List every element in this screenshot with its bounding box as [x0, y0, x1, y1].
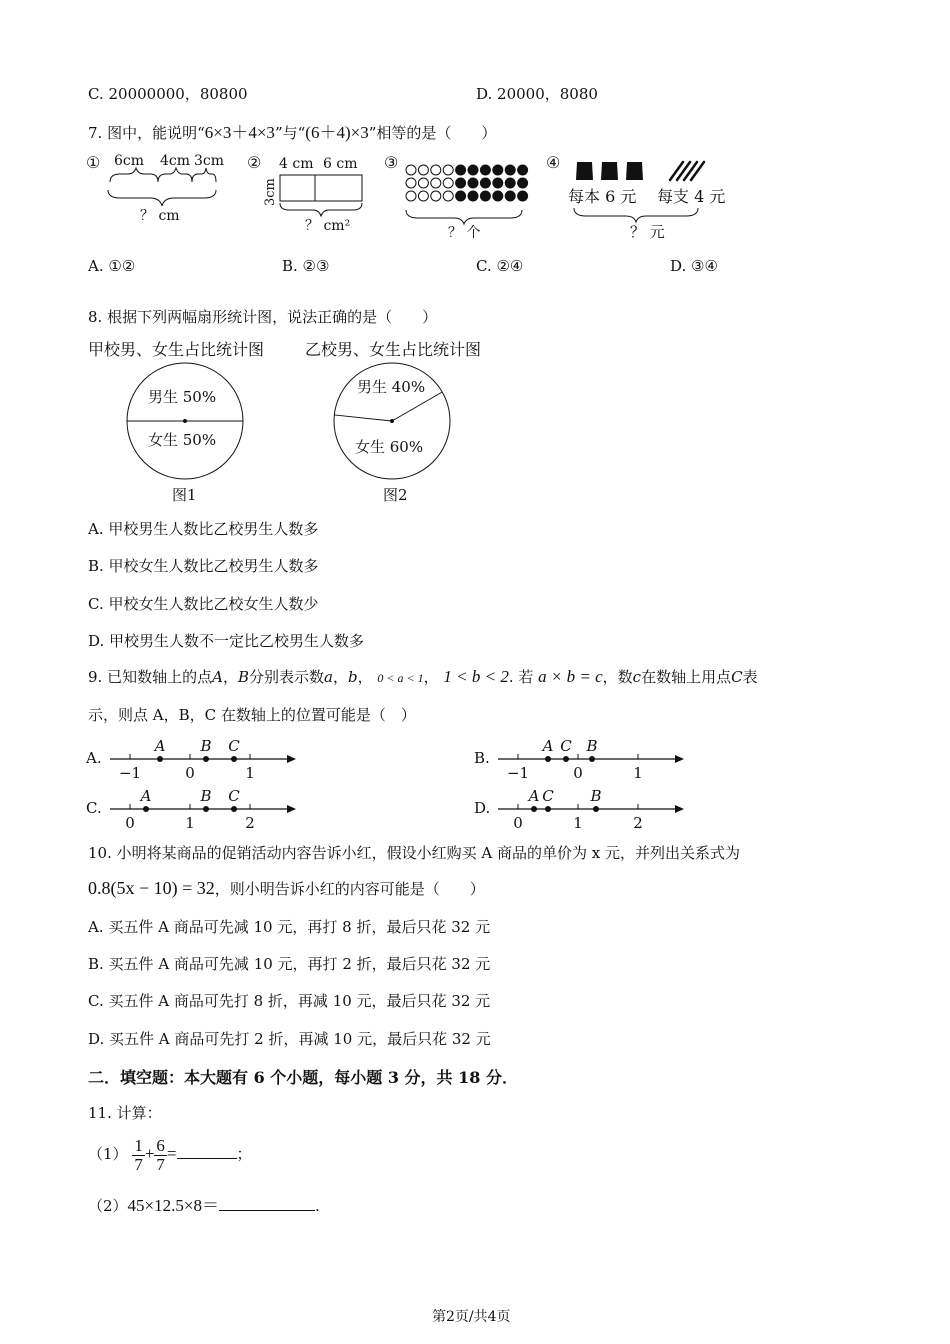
q7-option-b: B. ②③ — [282, 257, 330, 275]
solid-circle — [468, 165, 478, 175]
q7-fig3-dots-grid — [406, 165, 528, 201]
number-line-point-label: B — [586, 737, 598, 755]
hollow-circle — [406, 165, 416, 175]
q7-option-d: D. ③④ — [670, 257, 718, 275]
q9-equation: a × b = c — [538, 667, 603, 686]
q11-p1-label: （1） — [88, 1145, 128, 1163]
number-line-tick-label: 1 — [185, 814, 195, 832]
number-line-point-label: A — [154, 737, 166, 755]
number-line-point-label: B — [200, 787, 212, 805]
number-line-point — [143, 806, 149, 812]
q7-fig1-brace2 — [158, 168, 192, 182]
pencil-icon — [670, 162, 683, 180]
pie2-label-female: 女生 60% — [355, 438, 424, 456]
q9-option-b-numberline — [472, 734, 692, 782]
solid-circle — [518, 178, 528, 188]
q10-option-d: D. 买五件 A 商品可先打 2 折，再减 10 元，最后只花 32 元 — [88, 1030, 491, 1048]
pie1-label-female: 女生 50% — [148, 431, 217, 449]
number-line-tick-label: −1 — [118, 764, 142, 782]
number-line-point-label: B — [200, 737, 212, 755]
q9-text2: 分别表示数 — [248, 668, 324, 686]
number-line-point — [593, 806, 599, 812]
q11-p2-end: . — [314, 1197, 320, 1215]
number-line-point — [563, 756, 569, 762]
number-line-tick-label: 1 — [245, 764, 255, 782]
fraction-numerator: 6 — [156, 1135, 165, 1155]
q6-option-d: D. 20000，8080 — [476, 85, 598, 103]
pie2-center — [390, 419, 394, 423]
q11-part1 — [88, 1134, 252, 1174]
book-icon — [626, 162, 643, 180]
q9-option-c-numberline — [84, 784, 304, 832]
q9-inequality1: 0 < a < 1 — [377, 671, 424, 685]
q9-inequality2: 1 < b < 2 — [443, 667, 509, 686]
q7-fig3-marker: ③ — [384, 153, 399, 172]
q7-fig3-bottom-label: ？ 个 — [448, 225, 481, 241]
number-line-point — [231, 756, 237, 762]
q7-fig1-bottom-brace — [108, 190, 216, 206]
q7-figure-2 — [245, 148, 375, 238]
q7-option-c: C. ②④ — [476, 257, 524, 275]
number-line-point-label: C — [560, 737, 572, 755]
q9-opt-b-label: B. — [474, 749, 490, 767]
q6-option-c: C. 20000000，80800 — [88, 85, 248, 103]
number-line-point-label: A — [528, 787, 540, 805]
solid-circle — [493, 191, 503, 201]
q7-expr1: 6×3＋4×3 — [204, 123, 275, 142]
hollow-circle — [443, 191, 453, 201]
q11-stem: 11. 计算： — [88, 1104, 162, 1122]
pie2-dividers — [334, 392, 442, 421]
pencil-icon — [684, 162, 697, 180]
q9-var-c: c — [632, 668, 642, 686]
number-line-point — [157, 756, 163, 762]
number-line-point — [203, 756, 209, 762]
pencil-icon — [691, 162, 704, 180]
q8-option-b: B. 甲校女生人数比乙校男生人数多 — [88, 557, 319, 575]
q9-text3: . 若 — [508, 668, 534, 686]
answer-blank-2[interactable] — [219, 1196, 315, 1211]
q7-stem-post: ”相等的是（ ） — [368, 124, 497, 142]
q11-p1-end: ； — [236, 1145, 252, 1163]
arrow-right-icon — [675, 755, 684, 763]
q7-fig4-bottom-label: ？ 元 — [630, 223, 665, 241]
q11-part2 — [88, 1191, 320, 1216]
hollow-circle — [431, 191, 441, 201]
q7-expr2: (6＋4)×3 — [305, 123, 369, 142]
q9-opt-c-label: C. — [86, 799, 102, 817]
solid-circle — [480, 165, 490, 175]
q9-stem-line2: 示，则点 A，B，C 在数轴上的位置可能是（ ） — [88, 706, 416, 724]
book-icon — [576, 162, 593, 180]
q7-fig2-label1: 4 cm — [279, 156, 314, 172]
section2-heading: 二．填空题：本大题有 6 个小题，每小题 3 分，共 18 分． — [88, 1068, 518, 1087]
q7-fig4-bottom-brace — [574, 208, 698, 222]
answer-blank-1[interactable] — [177, 1144, 237, 1159]
solid-circle — [493, 165, 503, 175]
hollow-circle — [418, 165, 428, 175]
q7-fig2-bottom-brace — [280, 203, 362, 216]
solid-circle — [518, 191, 528, 201]
hollow-circle — [418, 191, 428, 201]
q9-text6: 表 — [742, 668, 758, 686]
q7-option-a: A. ①② — [88, 257, 136, 275]
q7-fig4-label1: 每本 6 元 — [568, 187, 637, 206]
number-line-point — [531, 806, 537, 812]
q10-option-a: A. 买五件 A 商品可先减 10 元，再打 8 折，最后只花 32 元 — [88, 918, 491, 936]
q7-fig2-side-label: 3cm — [263, 178, 278, 206]
number-line-point-label: C — [228, 737, 240, 755]
hollow-circle — [431, 178, 441, 188]
q7-figure-4 — [544, 148, 744, 243]
number-line-point — [203, 806, 209, 812]
q7-fig3-bottom-brace — [406, 210, 522, 224]
q9-text4: ，数 — [602, 668, 633, 686]
q9-opt-a-label: A. — [86, 749, 102, 767]
number-line-tick-label: 2 — [245, 814, 255, 832]
pie-slice-boundary — [392, 392, 442, 421]
number-line-tick-label: 0 — [125, 814, 135, 832]
q7-fig4-label2: 每支 4 元 — [657, 187, 726, 206]
hollow-circle — [406, 178, 416, 188]
number-line-point — [545, 756, 551, 762]
solid-circle — [480, 191, 490, 201]
q7-fig2-marker: ② — [247, 153, 262, 172]
fraction-numerator: 1 — [134, 1135, 143, 1155]
q9-option-d-numberline — [472, 784, 692, 832]
number-line-tick-label: 1 — [573, 814, 583, 832]
q9-var-b: b — [347, 668, 358, 686]
pie-chart-2 — [327, 360, 467, 510]
pencil-icons — [670, 162, 704, 180]
fraction-6-7 — [154, 1137, 167, 1174]
q7-fig2-bottom-label: ？ cm² — [305, 218, 351, 234]
q9-comma4: ， — [423, 668, 439, 686]
number-line-point — [231, 806, 237, 812]
plus-sign: + — [144, 1144, 155, 1163]
q7-fig1-label2: 4cm — [160, 153, 191, 169]
q9-point-b: B — [237, 668, 249, 686]
q7-figure-1 — [84, 148, 234, 228]
number-line-point-label: B — [590, 787, 602, 805]
fraction-1-7 — [132, 1137, 145, 1174]
arrow-right-icon — [675, 805, 684, 813]
q10-stem2: ，则小明告诉小红的内容可能是（ ） — [214, 880, 485, 898]
q7-figure-3 — [382, 148, 532, 243]
pie-chart-1 — [120, 360, 260, 510]
solid-circle — [468, 191, 478, 201]
number-line-point-label: A — [542, 737, 554, 755]
pencil-icon — [677, 162, 690, 180]
arrow-right-icon — [287, 755, 296, 763]
q9-comma3: ， — [357, 668, 373, 686]
q9-comma1: ， — [222, 668, 238, 686]
q10-stem-line2 — [88, 878, 485, 899]
q9-point-a: A — [212, 668, 223, 686]
solid-circle — [505, 165, 515, 175]
number-line-point — [589, 756, 595, 762]
q7-fig1-brace1 — [110, 168, 158, 182]
hollow-circle — [443, 165, 453, 175]
pie2-label-male: 男生 40% — [357, 378, 426, 396]
q9-var-a: a — [324, 668, 333, 686]
number-line-tick-label: −1 — [506, 764, 530, 782]
q8-option-d: D. 甲校男生人数不一定比乙校男生人数多 — [88, 632, 365, 650]
q10-equation: 0.8(5x − 10) = 32 — [88, 878, 215, 898]
solid-circle — [493, 178, 503, 188]
q8-chart2-title: 乙校男、女生占比统计图 — [305, 340, 482, 359]
page-footer: 第2页/共4页 — [432, 1309, 511, 1325]
fraction-denominator: 7 — [134, 1154, 143, 1174]
fraction-denominator: 7 — [156, 1154, 165, 1174]
hollow-circle — [406, 191, 416, 201]
q10-option-c: C. 买五件 A 商品可先打 8 折，再减 10 元，最后只花 32 元 — [88, 992, 491, 1010]
number-line-point-label: A — [140, 787, 152, 805]
number-line-tick-label: 0 — [573, 764, 583, 782]
q9-point-c: C — [731, 668, 743, 686]
q10-option-b: B. 买五件 A 商品可先减 10 元，再打 2 折，最后只花 32 元 — [88, 955, 491, 973]
q7-fig1-brace3 — [192, 168, 216, 182]
number-line-point — [545, 806, 551, 812]
q9-text5: 在数轴上用点 — [641, 668, 732, 686]
arrow-right-icon — [287, 805, 296, 813]
pie1-label-male: 男生 50% — [148, 388, 217, 406]
q7-fig1-marker: ① — [86, 153, 101, 172]
q11-p2-expression: 45×12.5×8＝ — [127, 1196, 219, 1215]
q7-fig1-label1: 6cm — [114, 153, 145, 169]
hollow-circle — [431, 165, 441, 175]
q8-stem: 8. 根据下列两幅扇形统计图，说法正确的是（ ） — [88, 308, 438, 326]
q7-fig1-bottom-label: ？ cm — [140, 208, 180, 224]
q9-option-a-numberline — [84, 734, 304, 782]
q9-stem-line1 — [88, 666, 758, 687]
hollow-circle — [443, 178, 453, 188]
pie-slice-boundary — [334, 415, 392, 421]
q10-stem-line1: 10. 小明将某商品的促销活动内容告诉小红，假设小红购买 A 商品的单价为 x 元，并列出关系式为 — [88, 844, 740, 862]
solid-circle — [456, 191, 466, 201]
q8-option-a: A. 甲校男生人数比乙校男生人数多 — [88, 520, 319, 538]
hollow-circle — [418, 178, 428, 188]
number-line-point-label: C — [542, 787, 554, 805]
pie2-caption: 图2 — [383, 486, 408, 504]
solid-circle — [518, 165, 528, 175]
solid-circle — [468, 178, 478, 188]
number-line-tick-label: 1 — [633, 764, 643, 782]
solid-circle — [480, 178, 490, 188]
q7-stem-mid: ”与“ — [274, 124, 306, 142]
book-icon — [601, 162, 618, 180]
q8-option-c: C. 甲校女生人数比乙校女生人数少 — [88, 595, 319, 613]
q9-comma2: ， — [332, 668, 348, 686]
equals-sign: = — [166, 1144, 177, 1163]
solid-circle — [456, 178, 466, 188]
q7-fig4-marker: ④ — [546, 153, 561, 172]
q7-stem — [88, 118, 496, 143]
solid-circle — [456, 165, 466, 175]
solid-circle — [505, 191, 515, 201]
q7-stem-pre: 7. 图中，能说明“ — [88, 124, 205, 142]
number-line-tick-label: 0 — [185, 764, 195, 782]
q9-text1: 9. 已知数轴上的点 — [88, 668, 213, 686]
pie1-caption: 图1 — [172, 486, 197, 504]
number-line-tick-label: 2 — [633, 814, 643, 832]
q7-fig1-label3: 3cm — [194, 153, 225, 169]
q7-fig2-rectangle — [280, 175, 362, 201]
solid-circle — [505, 178, 515, 188]
number-line-tick-label: 0 — [513, 814, 523, 832]
pie1-center — [183, 419, 187, 423]
q11-p2-label: （2） — [88, 1197, 128, 1215]
q7-fig2-label2: 6 cm — [323, 156, 358, 172]
q9-opt-d-label: D. — [474, 799, 491, 817]
q8-chart1-title: 甲校男、女生占比统计图 — [88, 340, 265, 359]
number-line-point-label: C — [228, 787, 240, 805]
